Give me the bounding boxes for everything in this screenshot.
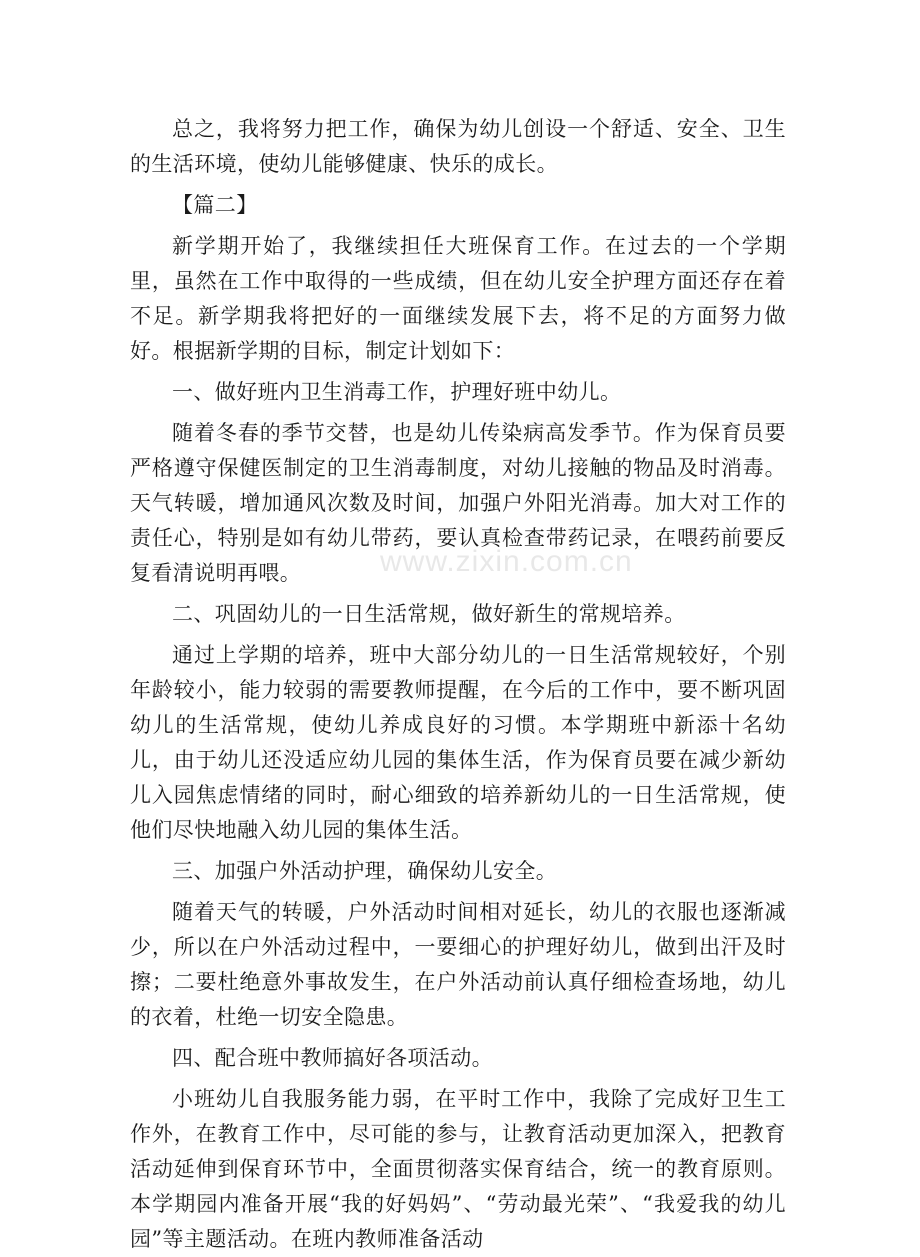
item-body-3: 随着天气的转暖，户外活动时间相对延长，幼儿的衣服也逐渐减少，所以在户外活动过程中，一要细心的护理好幼儿，做到出汗及时擦；二要杜绝意外事故发生，在户外活动前认真仔细检查场地，幼儿的衣着，杜绝一切安全隐患。	[130, 900, 786, 1029]
section-heading-part-two: 【篇二】	[172, 193, 258, 217]
item-heading-2: 二、巩固幼儿的一日生活常规，做好新生的常规培养。	[172, 602, 686, 626]
paragraph-conclusion: 总之，我将努力把工作，确保为幼儿创设一个舒适、安全、卫生的生活环境，使幼儿能够健康、快乐的成长。	[130, 117, 786, 176]
item-heading-3: 三、加强户外活动护理，确保幼儿安全。	[172, 859, 558, 883]
item-heading-1: 一、做好班内卫生消毒工作，护理好班中幼儿。	[172, 380, 622, 404]
item-body-2: 通过上学期的培养，班中大部分幼儿的一日生活常规较好，个别年龄较小，能力较弱的需要教师提醒，在今后的工作中，要不断巩固幼儿的生活常规，使幼儿养成良好的习惯。本学期班中新添十名幼儿，由于幼儿还没适应幼儿园的集体生活，作为保育员要在减少新幼儿入园焦虑情绪的同时，耐心细致的培养新幼儿的一日生活常规，使他们尽快地融入幼儿园的集体生活。	[130, 643, 786, 842]
item-body-4: 小班幼儿自我服务能力弱，在平时工作中，我除了完成好卫生工作外，在教育工作中，尽可能的参与，让教育活动更加深入，把教育活动延伸到保育环节中，全面贯彻落实保育结合，统一的教育原则。本学期园内准备开展“我的好妈妈”、“劳动最光荣”、“我爱我的幼儿园”等主题活动。在班内教师准备活动	[130, 1087, 786, 1251]
item-heading-4: 四、配合班中教师搞好各项活动。	[172, 1046, 493, 1070]
item-body-1: 随着冬春的季节交替，也是幼儿传染病高发季节。作为保育员要严格遵守保健医制定的卫生消毒制度，对幼儿接触的物品及时消毒。天气转暖，增加通风次数及时间，加强户外阳光消毒。加大对工作的责任心，特别是如有幼儿带药，要认真检查带药记录，在喂药前要反复看清说明再喂。	[130, 421, 786, 585]
paragraph-intro: 新学期开始了，我继续担任大班保育工作。在过去的一个学期里，虽然在工作中取得的一些成绩，但在幼儿安全护理方面还存在着不足。新学期我将把好的一面继续发展下去，将不足的方面努力做好。根据新学期的目标，制定计划如下：	[130, 234, 786, 363]
watermark: www.zixin.com.cn	[380, 545, 633, 578]
document-page	[130, 112, 786, 1257]
